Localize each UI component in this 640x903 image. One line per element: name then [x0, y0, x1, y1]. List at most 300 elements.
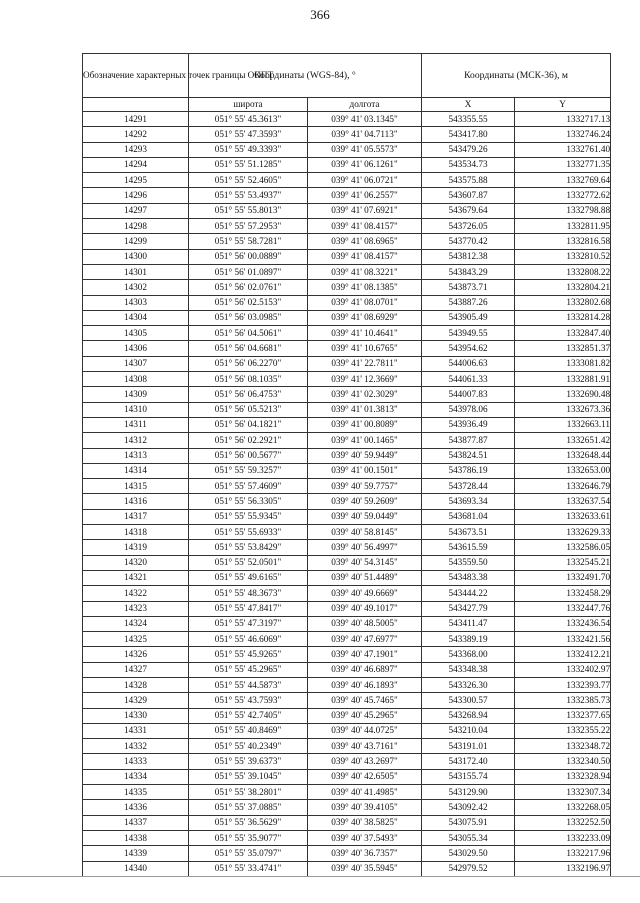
cell-y: 1332816.58 [515, 234, 611, 249]
table-row [83, 417, 611, 432]
cell-latitude: 051° 55' 58.7281" [189, 234, 308, 249]
cell-y: 1332393.77 [515, 677, 611, 692]
cell-x: 543770.42 [422, 234, 515, 249]
cell-y: 1332307.34 [515, 785, 611, 800]
table-row [83, 112, 611, 127]
cell-x: 543978.06 [422, 402, 515, 417]
table-row [83, 264, 611, 279]
cell-y: 1332746.24 [515, 127, 611, 142]
cell-latitude: 051° 56' 06.2270" [189, 356, 308, 371]
cell-point-id: 14322 [83, 586, 189, 601]
cell-latitude: 051° 55' 45.9265" [189, 647, 308, 662]
cell-y: 1332808.22 [515, 264, 611, 279]
cell-latitude: 051° 55' 59.3257" [189, 463, 308, 478]
cell-latitude: 051° 55' 57.2953" [189, 219, 308, 234]
cell-longitude: 039° 40' 59.7757" [308, 479, 422, 494]
cell-x: 542979.52 [422, 861, 515, 876]
cell-y: 1332252.50 [515, 815, 611, 830]
cell-latitude: 051° 55' 53.8429" [189, 540, 308, 555]
cell-point-id: 14339 [83, 846, 189, 861]
cell-point-id: 14315 [83, 479, 189, 494]
cell-longitude: 039° 40' 44.0725" [308, 723, 422, 738]
cell-longitude: 039° 40' 46.1893" [308, 677, 422, 692]
table-row [83, 861, 611, 876]
cell-y: 1332196.97 [515, 861, 611, 876]
cell-y: 1332648.44 [515, 448, 611, 463]
cell-x: 543873.71 [422, 280, 515, 295]
cell-x: 543693.34 [422, 494, 515, 509]
cell-y: 1332651.42 [515, 433, 611, 448]
cell-latitude: 051° 55' 52.4605" [189, 173, 308, 188]
table-row [83, 433, 611, 448]
table-row [83, 479, 611, 494]
cell-point-id: 14313 [83, 448, 189, 463]
cell-point-id: 14293 [83, 142, 189, 157]
cell-x: 543092.42 [422, 800, 515, 815]
table-row [83, 249, 611, 264]
cell-x: 543417.80 [422, 127, 515, 142]
cell-longitude: 039° 41' 08.3221" [308, 264, 422, 279]
cell-y: 1332402.97 [515, 662, 611, 677]
table-row [83, 769, 611, 784]
cell-longitude: 039° 40' 43.2697" [308, 754, 422, 769]
cell-latitude: 051° 55' 44.5873" [189, 677, 308, 692]
cell-point-id: 14294 [83, 157, 189, 172]
cell-latitude: 051° 55' 47.3593" [189, 127, 308, 142]
cell-latitude: 051° 56' 00.0889" [189, 249, 308, 264]
header-x: X [422, 98, 515, 112]
page-number: 366 [310, 7, 330, 22]
cell-y: 1332646.79 [515, 479, 611, 494]
cell-longitude: 039° 40' 59.9449" [308, 448, 422, 463]
table-row [83, 586, 611, 601]
cell-longitude: 039° 40' 54.3145" [308, 555, 422, 570]
table-row [83, 708, 611, 723]
cell-latitude: 051° 56' 03.0985" [189, 310, 308, 325]
table-row [83, 387, 611, 402]
cell-latitude: 051° 55' 57.4609" [189, 479, 308, 494]
table-row [83, 203, 611, 218]
cell-point-id: 14309 [83, 387, 189, 402]
cell-latitude: 051° 56' 05.5213" [189, 402, 308, 417]
cell-y: 1332355.22 [515, 723, 611, 738]
cell-y: 1332798.88 [515, 203, 611, 218]
cell-x: 543055.34 [422, 830, 515, 845]
cell-y: 1332458.29 [515, 586, 611, 601]
cell-longitude: 039° 41' 12.3669" [308, 372, 422, 387]
table-row [83, 662, 611, 677]
cell-point-id: 14306 [83, 341, 189, 356]
cell-longitude: 039° 40' 48.5005" [308, 616, 422, 631]
cell-latitude: 051° 55' 40.2349" [189, 739, 308, 754]
cell-y: 1332814.28 [515, 310, 611, 325]
cell-x: 543172.40 [422, 754, 515, 769]
cell-longitude: 039° 41' 00.1465" [308, 433, 422, 448]
cell-x: 543726.05 [422, 219, 515, 234]
cell-longitude: 039° 41' 10.6765" [308, 341, 422, 356]
table-row [83, 647, 611, 662]
cell-latitude: 051° 55' 47.3197" [189, 616, 308, 631]
cell-latitude: 051° 55' 35.0797" [189, 846, 308, 861]
cell-x: 543905.49 [422, 310, 515, 325]
cell-x: 543348.38 [422, 662, 515, 677]
cell-latitude: 051° 55' 45.3613" [189, 112, 308, 127]
cell-x: 543427.79 [422, 601, 515, 616]
cell-point-id: 14334 [83, 769, 189, 784]
cell-point-id: 14314 [83, 463, 189, 478]
cell-longitude: 039° 40' 39.4105" [308, 800, 422, 815]
cell-latitude: 051° 56' 04.6681" [189, 341, 308, 356]
cell-latitude: 051° 55' 33.4741" [189, 861, 308, 876]
cell-latitude: 051° 55' 55.6933" [189, 525, 308, 540]
cell-point-id: 14300 [83, 249, 189, 264]
cell-x: 543843.29 [422, 264, 515, 279]
cell-y: 1332586.05 [515, 540, 611, 555]
cell-y: 1332629.33 [515, 525, 611, 540]
cell-longitude: 039° 41' 08.6965" [308, 234, 422, 249]
cell-longitude: 039° 41' 22.7811" [308, 356, 422, 371]
cell-point-id: 14312 [83, 433, 189, 448]
cell-longitude: 039° 40' 51.4489" [308, 570, 422, 585]
cell-point-id: 14337 [83, 815, 189, 830]
cell-x: 543411.47 [422, 616, 515, 631]
cell-longitude: 039° 40' 49.1017" [308, 601, 422, 616]
cell-longitude: 039° 40' 59.2609" [308, 494, 422, 509]
bottom-rule [0, 876, 640, 877]
header-longitude: долгота [308, 98, 422, 112]
cell-longitude: 039° 41' 06.1261" [308, 157, 422, 172]
cell-latitude: 051° 56' 02.2921" [189, 433, 308, 448]
cell-point-id: 14297 [83, 203, 189, 218]
cell-longitude: 039° 41' 03.1345" [308, 112, 422, 127]
cell-point-id: 14327 [83, 662, 189, 677]
cell-latitude: 051° 56' 02.5153" [189, 295, 308, 310]
table-row [83, 570, 611, 585]
cell-y: 1332761.40 [515, 142, 611, 157]
cell-x: 543936.49 [422, 417, 515, 432]
cell-y: 1332268.05 [515, 800, 611, 815]
cell-x: 543786.19 [422, 463, 515, 478]
cell-point-id: 14292 [83, 127, 189, 142]
table-header [83, 54, 611, 112]
table-row [83, 494, 611, 509]
cell-point-id: 14299 [83, 234, 189, 249]
cell-latitude: 051° 56' 04.1821" [189, 417, 308, 432]
cell-point-id: 14307 [83, 356, 189, 371]
cell-point-id: 14333 [83, 754, 189, 769]
cell-x: 543483.38 [422, 570, 515, 585]
cell-y: 1332348.72 [515, 739, 611, 754]
cell-latitude: 051° 55' 35.9077" [189, 830, 308, 845]
cell-longitude: 039° 41' 01.3813" [308, 402, 422, 417]
cell-x: 543534.73 [422, 157, 515, 172]
cell-point-id: 14332 [83, 739, 189, 754]
cell-y: 1332447.76 [515, 601, 611, 616]
cell-point-id: 14296 [83, 188, 189, 203]
cell-longitude: 039° 40' 46.6897" [308, 662, 422, 677]
cell-longitude: 039° 41' 10.4641" [308, 326, 422, 341]
cell-latitude: 051° 56' 02.0761" [189, 280, 308, 295]
cell-x: 543954.62 [422, 341, 515, 356]
cell-y: 1332772.62 [515, 188, 611, 203]
cell-point-id: 14320 [83, 555, 189, 570]
cell-longitude: 039° 41' 05.5573" [308, 142, 422, 157]
header-blank [83, 98, 189, 112]
cell-longitude: 039° 41' 08.0701" [308, 295, 422, 310]
cell-longitude: 039° 41' 06.2557" [308, 188, 422, 203]
table-row [83, 555, 611, 570]
cell-point-id: 14330 [83, 708, 189, 723]
table-row [83, 295, 611, 310]
cell-longitude: 039° 40' 58.8145" [308, 525, 422, 540]
cell-y: 1332385.73 [515, 693, 611, 708]
header-latitude: широта [189, 98, 308, 112]
cell-x: 543210.04 [422, 723, 515, 738]
cell-point-id: 14317 [83, 509, 189, 524]
cell-longitude: 039° 40' 36.7357" [308, 846, 422, 861]
cell-x: 543268.94 [422, 708, 515, 723]
cell-point-id: 14302 [83, 280, 189, 295]
cell-longitude: 039° 40' 45.7465" [308, 693, 422, 708]
cell-y: 1332633.61 [515, 509, 611, 524]
cell-y: 1332217.96 [515, 846, 611, 861]
cell-y: 1332436.54 [515, 616, 611, 631]
cell-point-id: 14298 [83, 219, 189, 234]
cell-longitude: 039° 41' 08.4157" [308, 249, 422, 264]
table-row [83, 800, 611, 815]
cell-point-id: 14328 [83, 677, 189, 692]
cell-longitude: 039° 40' 37.5493" [308, 830, 422, 845]
table-row [83, 157, 611, 172]
header-y: Y [515, 98, 611, 112]
cell-x: 543728.44 [422, 479, 515, 494]
cell-point-id: 14324 [83, 616, 189, 631]
cell-x: 543368.00 [422, 647, 515, 662]
cell-y: 1332421.56 [515, 632, 611, 647]
cell-point-id: 14338 [83, 830, 189, 845]
cell-longitude: 039° 41' 08.1385" [308, 280, 422, 295]
cell-point-id: 14326 [83, 647, 189, 662]
cell-latitude: 051° 55' 45.2965" [189, 662, 308, 677]
cell-x: 543191.01 [422, 739, 515, 754]
table-row [83, 723, 611, 738]
cell-point-id: 14304 [83, 310, 189, 325]
table-row [83, 785, 611, 800]
cell-y: 1332769.64 [515, 173, 611, 188]
table-row [83, 188, 611, 203]
table-row [83, 463, 611, 478]
coordinates-table [82, 53, 611, 877]
header-point-id: Обозначение характерных точек границы ООПТ [83, 54, 189, 98]
cell-point-id: 14329 [83, 693, 189, 708]
table-row [83, 616, 611, 631]
table-row [83, 310, 611, 325]
cell-point-id: 14323 [83, 601, 189, 616]
cell-y: 1332851.37 [515, 341, 611, 356]
cell-latitude: 051° 55' 37.0885" [189, 800, 308, 815]
cell-latitude: 051° 55' 38.2801" [189, 785, 308, 800]
cell-y: 1333081.82 [515, 356, 611, 371]
cell-latitude: 051° 55' 47.8417" [189, 601, 308, 616]
cell-y: 1332881.91 [515, 372, 611, 387]
cell-longitude: 039° 41' 08.6929" [308, 310, 422, 325]
cell-y: 1332491.70 [515, 570, 611, 585]
cell-latitude: 051° 55' 55.9345" [189, 509, 308, 524]
cell-y: 1332847.40 [515, 326, 611, 341]
cell-x: 543326.30 [422, 677, 515, 692]
cell-latitude: 051° 55' 39.6373" [189, 754, 308, 769]
cell-longitude: 039° 40' 38.5825" [308, 815, 422, 830]
cell-y: 1332328.94 [515, 769, 611, 784]
cell-point-id: 14316 [83, 494, 189, 509]
cell-point-id: 14325 [83, 632, 189, 647]
table-row [83, 632, 611, 647]
cell-y: 1332545.21 [515, 555, 611, 570]
cell-x: 543075.91 [422, 815, 515, 830]
cell-latitude: 051° 55' 40.8469" [189, 723, 308, 738]
cell-x: 544006.63 [422, 356, 515, 371]
cell-y: 1332802.68 [515, 295, 611, 310]
table-row [83, 173, 611, 188]
cell-longitude: 039° 40' 47.6977" [308, 632, 422, 647]
cell-x: 543824.51 [422, 448, 515, 463]
cell-longitude: 039° 41' 07.6921" [308, 203, 422, 218]
cell-latitude: 051° 56' 04.5061" [189, 326, 308, 341]
cell-latitude: 051° 55' 43.7593" [189, 693, 308, 708]
cell-latitude: 051° 55' 49.3393" [189, 142, 308, 157]
cell-point-id: 14340 [83, 861, 189, 876]
cell-longitude: 039° 41' 02.3029" [308, 387, 422, 402]
table-row [83, 846, 611, 861]
table-row [83, 830, 611, 845]
cell-y: 1332653.00 [515, 463, 611, 478]
cell-latitude: 051° 56' 08.1035" [189, 372, 308, 387]
cell-point-id: 14331 [83, 723, 189, 738]
cell-point-id: 14319 [83, 540, 189, 555]
cell-latitude: 051° 56' 01.0897" [189, 264, 308, 279]
cell-x: 543300.57 [422, 693, 515, 708]
cell-latitude: 051° 56' 06.4753" [189, 387, 308, 402]
cell-x: 543389.19 [422, 632, 515, 647]
table-row [83, 815, 611, 830]
cell-longitude: 039° 40' 45.2965" [308, 708, 422, 723]
cell-latitude: 051° 55' 51.1285" [189, 157, 308, 172]
cell-x: 543949.55 [422, 326, 515, 341]
cell-y: 1332377.65 [515, 708, 611, 723]
cell-x: 543607.87 [422, 188, 515, 203]
table-row [83, 693, 611, 708]
cell-point-id: 14335 [83, 785, 189, 800]
table-row [83, 448, 611, 463]
cell-y: 1332340.50 [515, 754, 611, 769]
cell-point-id: 14310 [83, 402, 189, 417]
cell-x: 543155.74 [422, 769, 515, 784]
cell-y: 1332811.95 [515, 219, 611, 234]
cell-point-id: 14311 [83, 417, 189, 432]
table-row [83, 326, 611, 341]
table-row [83, 234, 611, 249]
cell-latitude: 051° 55' 48.3673" [189, 586, 308, 601]
cell-point-id: 14301 [83, 264, 189, 279]
table-row [83, 754, 611, 769]
cell-latitude: 051° 55' 42.7405" [189, 708, 308, 723]
cell-y: 1332412.21 [515, 647, 611, 662]
cell-point-id: 14303 [83, 295, 189, 310]
table-row [83, 356, 611, 371]
cell-longitude: 039° 41' 00.8089" [308, 417, 422, 432]
cell-latitude: 051° 55' 49.6165" [189, 570, 308, 585]
cell-longitude: 039° 40' 42.6505" [308, 769, 422, 784]
cell-longitude: 039° 40' 43.7161" [308, 739, 422, 754]
cell-point-id: 14305 [83, 326, 189, 341]
cell-latitude: 051° 55' 55.8013" [189, 203, 308, 218]
table-row [83, 677, 611, 692]
cell-latitude: 051° 55' 56.3305" [189, 494, 308, 509]
cell-longitude: 039° 40' 49.6669" [308, 586, 422, 601]
table-row [83, 509, 611, 524]
table-row [83, 341, 611, 356]
cell-longitude: 039° 41' 06.0721" [308, 173, 422, 188]
table-body [83, 112, 611, 877]
cell-longitude: 039° 41' 08.4157" [308, 219, 422, 234]
cell-x: 543029.50 [422, 846, 515, 861]
cell-latitude: 051° 55' 39.1045" [189, 769, 308, 784]
header-wgs84: Координаты (WGS-84), ° [189, 54, 422, 98]
cell-x: 544007.83 [422, 387, 515, 402]
table-row [83, 372, 611, 387]
cell-x: 543615.59 [422, 540, 515, 555]
cell-x: 543129.90 [422, 785, 515, 800]
cell-y: 1332690.48 [515, 387, 611, 402]
cell-latitude: 051° 56' 00.5677" [189, 448, 308, 463]
cell-point-id: 14295 [83, 173, 189, 188]
cell-x: 543681.04 [422, 509, 515, 524]
cell-point-id: 14321 [83, 570, 189, 585]
cell-longitude: 039° 40' 47.1901" [308, 647, 422, 662]
cell-y: 1332233.09 [515, 830, 611, 845]
cell-latitude: 051° 55' 46.6069" [189, 632, 308, 647]
cell-point-id: 14291 [83, 112, 189, 127]
cell-y: 1332637.54 [515, 494, 611, 509]
cell-longitude: 039° 40' 59.0449" [308, 509, 422, 524]
table-row [83, 219, 611, 234]
cell-x: 544061.33 [422, 372, 515, 387]
table-row [83, 525, 611, 540]
cell-latitude: 051° 55' 53.4937" [189, 188, 308, 203]
cell-longitude: 039° 40' 41.4985" [308, 785, 422, 800]
table-row [83, 127, 611, 142]
table-row [83, 280, 611, 295]
cell-longitude: 039° 40' 56.4997" [308, 540, 422, 555]
cell-x: 543355.55 [422, 112, 515, 127]
cell-x: 543444.22 [422, 586, 515, 601]
cell-longitude: 039° 41' 00.1501" [308, 463, 422, 478]
cell-x: 543887.26 [422, 295, 515, 310]
cell-y: 1332673.36 [515, 402, 611, 417]
cell-x: 543479.26 [422, 142, 515, 157]
cell-y: 1332663.11 [515, 417, 611, 432]
cell-longitude: 039° 41' 04.7113" [308, 127, 422, 142]
cell-y: 1332717.13 [515, 112, 611, 127]
header-msk36: Координаты (МСК-36), м [422, 54, 611, 98]
table-row [83, 540, 611, 555]
cell-longitude: 039° 40' 35.5945" [308, 861, 422, 876]
cell-x: 543877.87 [422, 433, 515, 448]
cell-x: 543575.88 [422, 173, 515, 188]
cell-x: 543812.38 [422, 249, 515, 264]
cell-y: 1332771.35 [515, 157, 611, 172]
cell-point-id: 14318 [83, 525, 189, 540]
